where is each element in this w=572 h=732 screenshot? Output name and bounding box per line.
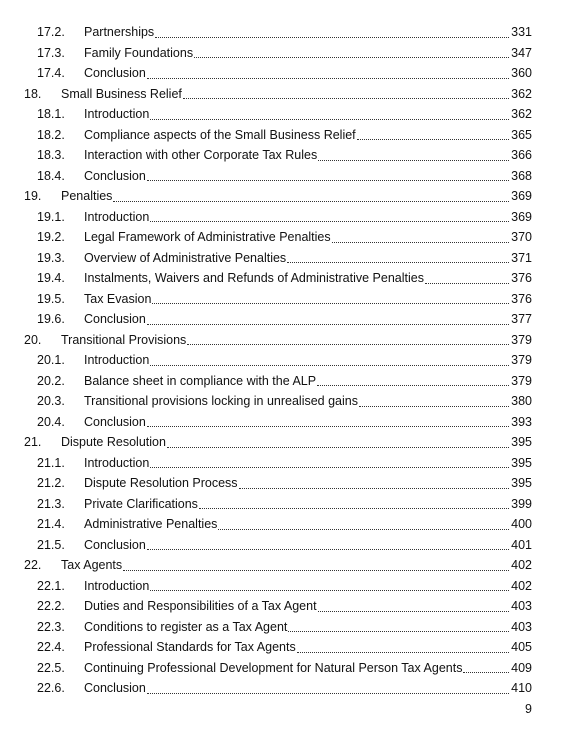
dot-leader	[359, 405, 509, 407]
toc-entry-title[interactable]: Conclusion	[84, 414, 146, 429]
toc-entry-title-line	[84, 371, 510, 392]
dot-leader	[150, 118, 509, 120]
toc-entry-title-line	[84, 166, 510, 187]
toc-entry-title[interactable]: Professional Standards for Tax Agents	[84, 640, 296, 654]
toc-entry-number: 22.	[24, 558, 42, 572]
toc-entry-title[interactable]: Introduction	[84, 578, 150, 593]
toc-entry-page: 369	[511, 209, 532, 224]
toc-entry-page: 379	[511, 332, 532, 347]
toc-entry-number: 19.6.	[37, 312, 65, 326]
toc-entry-title-line	[84, 145, 510, 166]
toc-entry-number: 20.3.	[37, 394, 65, 408]
toc-entry-number: 18.3.	[37, 148, 65, 162]
toc-entry-number: 20.	[24, 332, 42, 347]
toc-entry-title-line	[61, 84, 510, 105]
toc-entry-page: 395	[511, 455, 532, 470]
dot-leader	[147, 323, 509, 325]
dot-leader	[199, 507, 509, 509]
toc-entry-title[interactable]: Tax Evasion	[84, 291, 152, 306]
dot-leader	[147, 77, 509, 79]
toc-entry-title-line	[84, 63, 510, 84]
toc-entry-page: 377	[511, 312, 532, 326]
toc-section-entry[interactable]	[0, 43, 572, 64]
toc-section-entry[interactable]	[0, 309, 572, 330]
toc-section-entry[interactable]	[0, 268, 572, 289]
dot-leader	[147, 179, 509, 181]
toc-entry-number: 19.	[24, 189, 42, 203]
toc-entry-title-line	[84, 453, 510, 474]
toc-entry-title[interactable]: Private Clarifications	[84, 496, 198, 511]
toc-entry-number: 20.2.	[37, 373, 65, 388]
toc-entry-title-line	[61, 186, 510, 207]
toc-entry-title-line	[84, 248, 510, 269]
toc-entry-page: 379	[511, 373, 532, 388]
toc-entry-title-line	[84, 289, 510, 310]
dot-leader	[152, 302, 509, 304]
toc-entry-title-line	[84, 637, 510, 658]
toc-entry-number: 19.4.	[37, 271, 65, 285]
toc-section-entry[interactable]	[0, 617, 572, 638]
toc-entry-number: 18.	[24, 86, 42, 101]
toc-entry-title[interactable]: Introduction	[84, 209, 150, 224]
toc-section-entry[interactable]	[0, 371, 572, 392]
dot-leader	[425, 282, 509, 284]
toc-entry-page: 362	[511, 107, 532, 121]
table-of-contents	[0, 22, 572, 699]
dot-leader	[155, 36, 509, 38]
toc-entry-title[interactable]: Introduction	[84, 107, 150, 121]
toc-entry-page: 405	[511, 640, 532, 654]
toc-entry-number: 21.2.	[37, 476, 65, 490]
toc-section-entry[interactable]	[0, 453, 572, 474]
toc-entry-title-line	[84, 43, 510, 64]
toc-entry-title[interactable]: Conclusion	[84, 66, 146, 80]
dot-leader	[287, 261, 509, 263]
toc-entry-title[interactable]: Overview of Administrative Penalties	[84, 250, 287, 265]
toc-entry-page: 369	[511, 189, 532, 203]
dot-leader	[357, 138, 509, 140]
toc-section-entry[interactable]	[0, 104, 572, 125]
dot-leader	[332, 241, 509, 243]
toc-entry-title-line	[84, 309, 510, 330]
toc-entry-page: 331	[511, 25, 532, 39]
toc-section-entry[interactable]	[0, 473, 572, 494]
toc-entry-number: 19.3.	[37, 250, 65, 265]
toc-entry-title-line	[84, 268, 510, 289]
toc-entry-number: 22.4.	[37, 640, 65, 654]
toc-entry-title[interactable]: Conclusion	[84, 537, 146, 552]
toc-entry-title[interactable]: Introduction	[84, 353, 150, 367]
toc-entry-title[interactable]: Continuing Professional Development for Natural Person Tax Agents	[84, 660, 463, 675]
dot-leader	[183, 97, 509, 99]
toc-entry-number: 21.3.	[37, 496, 65, 511]
toc-entry-number: 18.2.	[37, 127, 65, 142]
dot-leader	[463, 671, 509, 673]
toc-entry-title[interactable]: Balance sheet in compliance with the ALP	[84, 373, 317, 388]
toc-entry-title[interactable]: Family Foundations	[84, 45, 194, 60]
toc-entry-number: 21.	[24, 435, 42, 449]
dot-leader	[218, 528, 509, 530]
toc-section-entry[interactable]	[0, 658, 572, 679]
toc-chapter-entry[interactable]	[0, 330, 572, 351]
toc-entry-title[interactable]: Legal Framework of Administrative Penalties	[84, 230, 331, 244]
toc-entry-title[interactable]: Conditions to register as a Tax Agent	[84, 619, 288, 634]
footer-page-number: 9	[525, 702, 532, 716]
toc-chapter-entry[interactable]	[0, 84, 572, 105]
toc-entry-number: 22.5.	[37, 660, 65, 675]
toc-entry-number: 18.1.	[37, 107, 65, 121]
toc-entry-number: 20.4.	[37, 414, 65, 429]
toc-section-entry[interactable]	[0, 412, 572, 433]
toc-entry-number: 19.5.	[37, 291, 65, 306]
toc-entry-title[interactable]: Interaction with other Corporate Tax Rules	[84, 148, 318, 162]
toc-entry-title-line	[84, 494, 510, 515]
toc-entry-title-line	[84, 104, 510, 125]
toc-entry-number: 22.1.	[37, 578, 65, 593]
dot-leader	[147, 548, 509, 550]
dot-leader	[147, 692, 509, 694]
toc-entry-page: 402	[511, 578, 532, 593]
toc-entry-title[interactable]: Dispute Resolution Process	[84, 476, 238, 490]
toc-entry-title-line	[84, 227, 510, 248]
toc-entry-page: 400	[511, 517, 532, 531]
toc-entry-number: 17.3.	[37, 45, 65, 60]
toc-entry-page: 371	[511, 250, 532, 265]
toc-section-entry[interactable]	[0, 637, 572, 658]
toc-entry-page: 403	[511, 599, 532, 613]
toc-entry-title-line	[84, 678, 510, 699]
toc-entry-title-line	[84, 658, 510, 679]
toc-entry-page: 365	[511, 127, 532, 142]
toc-entry-page: 368	[511, 168, 532, 183]
dot-leader	[150, 220, 509, 222]
toc-section-entry[interactable]	[0, 350, 572, 371]
toc-entry-page: 403	[511, 619, 532, 634]
toc-entry-title[interactable]: Conclusion	[84, 312, 146, 326]
toc-chapter-entry[interactable]	[0, 555, 572, 576]
toc-entry-page: 362	[511, 86, 532, 101]
toc-section-entry[interactable]	[0, 678, 572, 699]
toc-entry-title[interactable]: Transitional Provisions	[61, 332, 187, 347]
toc-entry-title[interactable]: Penalties	[61, 189, 113, 203]
toc-entry-title[interactable]: Administrative Penalties	[84, 517, 218, 531]
dot-leader	[288, 630, 509, 632]
toc-entry-title-line	[84, 535, 510, 556]
dot-leader	[150, 364, 509, 366]
toc-entry-title[interactable]: Small Business Relief	[61, 86, 182, 101]
toc-section-entry[interactable]	[0, 248, 572, 269]
toc-entry-title-line	[84, 576, 510, 597]
toc-entry-title[interactable]: Transitional provisions locking in unrealised gains	[84, 394, 358, 408]
toc-section-entry[interactable]	[0, 145, 572, 166]
toc-entry-number: 22.6.	[37, 681, 65, 695]
toc-entry-page: 402	[511, 558, 532, 572]
toc-entry-number: 21.5.	[37, 537, 65, 552]
dot-leader	[167, 446, 509, 448]
toc-entry-title-line	[84, 596, 510, 617]
dot-leader	[150, 466, 509, 468]
toc-entry-title-line	[61, 555, 510, 576]
toc-entry-page: 395	[511, 476, 532, 490]
toc-entry-number: 21.4.	[37, 517, 65, 531]
toc-section-entry[interactable]	[0, 289, 572, 310]
toc-entry-page: 347	[511, 45, 532, 60]
toc-entry-title[interactable]: Conclusion	[84, 681, 146, 695]
toc-entry-page: 401	[511, 537, 532, 552]
toc-section-entry[interactable]	[0, 125, 572, 146]
toc-entry-page: 370	[511, 230, 532, 244]
toc-entry-page: 376	[511, 291, 532, 306]
dot-leader	[318, 610, 509, 612]
toc-entry-title[interactable]: Tax Agents	[61, 558, 123, 572]
toc-entry-title-line	[84, 391, 510, 412]
toc-entry-title-line	[84, 617, 510, 638]
dot-leader	[297, 651, 509, 653]
toc-entry-title[interactable]: Partnerships	[84, 25, 155, 39]
toc-entry-title-line	[84, 350, 510, 371]
toc-entry-page: 399	[511, 496, 532, 511]
dot-leader	[318, 159, 509, 161]
toc-entry-title-line	[84, 514, 510, 535]
toc-entry-number: 19.1.	[37, 209, 65, 224]
toc-entry-number: 20.1.	[37, 353, 65, 367]
toc-section-entry[interactable]	[0, 227, 572, 248]
dot-leader	[123, 569, 509, 571]
toc-entry-title-line	[84, 22, 510, 43]
toc-entry-title[interactable]: Conclusion	[84, 168, 146, 183]
toc-section-entry[interactable]	[0, 494, 572, 515]
toc-section-entry[interactable]	[0, 166, 572, 187]
toc-section-entry[interactable]	[0, 576, 572, 597]
dot-leader	[150, 589, 509, 591]
toc-entry-number: 17.4.	[37, 66, 65, 80]
toc-entry-title-line	[84, 473, 510, 494]
toc-entry-number: 18.4.	[37, 168, 65, 183]
toc-entry-title-line	[61, 330, 510, 351]
toc-entry-page: 379	[511, 353, 532, 367]
toc-entry-title-line	[84, 125, 510, 146]
toc-section-entry[interactable]	[0, 22, 572, 43]
toc-chapter-entry[interactable]	[0, 432, 572, 453]
toc-entry-title[interactable]: Introduction	[84, 455, 150, 470]
dot-leader	[239, 487, 509, 489]
toc-entry-page: 360	[511, 66, 532, 80]
dot-leader	[113, 200, 509, 202]
toc-entry-page: 366	[511, 148, 532, 162]
toc-entry-number: 22.3.	[37, 619, 65, 634]
dot-leader	[317, 384, 509, 386]
toc-entry-title[interactable]: Dispute Resolution	[61, 435, 166, 449]
toc-section-entry[interactable]	[0, 63, 572, 84]
toc-section-entry[interactable]	[0, 535, 572, 556]
dot-leader	[187, 343, 509, 345]
toc-entry-number: 21.1.	[37, 455, 65, 470]
toc-entry-page: 376	[511, 271, 532, 285]
toc-chapter-entry[interactable]	[0, 186, 572, 207]
toc-entry-page: 410	[511, 681, 532, 695]
toc-entry-title[interactable]: Compliance aspects of the Small Business Relief	[84, 127, 356, 142]
toc-entry-title-line	[61, 432, 510, 453]
dot-leader	[147, 425, 509, 427]
toc-section-entry[interactable]	[0, 514, 572, 535]
toc-entry-number: 19.2.	[37, 230, 65, 244]
toc-entry-number: 17.2.	[37, 25, 65, 39]
toc-entry-page: 395	[511, 435, 532, 449]
toc-entry-title-line	[84, 207, 510, 228]
toc-entry-page: 380	[511, 394, 532, 408]
toc-entry-title-line	[84, 412, 510, 433]
toc-section-entry[interactable]	[0, 207, 572, 228]
toc-entry-page: 393	[511, 414, 532, 429]
toc-entry-title[interactable]: Instalments, Waivers and Refunds of Administrative Penalties	[84, 271, 424, 285]
toc-entry-page: 409	[511, 660, 532, 675]
toc-section-entry[interactable]	[0, 596, 572, 617]
toc-section-entry[interactable]	[0, 391, 572, 412]
toc-entry-title[interactable]: Duties and Responsibilities of a Tax Agent	[84, 599, 317, 613]
dot-leader	[194, 56, 509, 58]
toc-entry-number: 22.2.	[37, 599, 65, 613]
